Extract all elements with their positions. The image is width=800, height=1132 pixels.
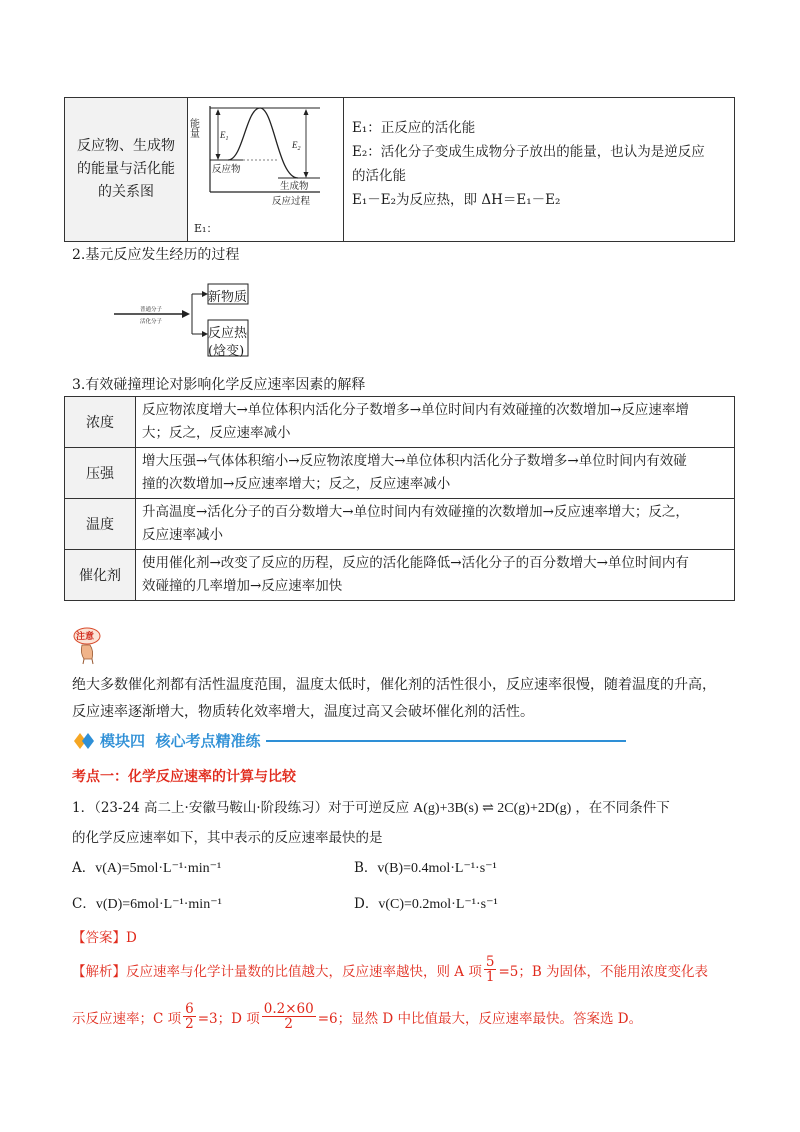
section3-title: 3.有效碰撞理论对影响化学反应速率因素的解释 <box>72 377 366 393</box>
energy-desc-line: E₁－E₂为反应热，即 ΔH＝E₁－E₂ <box>352 192 561 208</box>
energy-desc-line: E₂：活化分子变成生成物分子放出的能量，也认为是逆反应 <box>352 144 705 160</box>
section2-title: 2.基元反应发生经历的过程 <box>72 247 240 263</box>
activated-molecule-label: 活化分子 <box>140 319 163 325</box>
energy-desc-line: 的活化能 <box>352 168 406 184</box>
option-d[interactable]: D．v(C)=0.2mol·L⁻¹·s⁻¹ <box>354 896 498 912</box>
energy-table <box>64 97 735 242</box>
factor-explain-cell: 反应物浓度增大→单位体积内活化分子数增多→单位时间内有效碰撞的次数增加→反应速率增 大；反之，反应速率减小 <box>136 397 735 448</box>
option-b[interactable]: B．v(B)=0.4mol·L⁻¹·s⁻¹ <box>354 860 497 876</box>
note-icon <box>72 627 102 665</box>
option-c[interactable]: C．v(D)=6mol·L⁻¹·min⁻¹ <box>72 896 222 912</box>
factor-cell: 温度 <box>65 499 136 550</box>
question-1-line2: 的化学反应速率如下，其中表示的反应速率最快的是 <box>72 830 383 846</box>
diagram-e1-label: $E_1$ <box>220 130 229 142</box>
factor-explain-cell: 增大压强→气体体积缩小→反应物浓度增大→单位体积内活化分子数增多→单位时间内有效碰 撞的次数增加→反应速率增大；反之，反应速率减小 <box>136 448 735 499</box>
answer-tag: 【答案】 <box>72 930 126 946</box>
diagram-e2-label: $E_2$ <box>292 140 301 152</box>
ordinary-molecule-label: 普通分子 <box>140 307 163 313</box>
diagram-xlabel: 反应过程 <box>272 196 311 207</box>
analysis-line1: 【解析】 反应速率与化学计量数的比值越大，反应速率越快，则 A 项 $\frac{5}{1}$ =5；B 为固体，不能用浓度变化表 <box>72 954 709 985</box>
question-1-line1: 1．（23-24 高二上·安徽马鞍山·阶段练习）对于可逆反应 A(g)+3B(s) ⇌ 2C(g)+2D(g) ，在不同条件下 <box>72 800 670 816</box>
analysis-line2: 示反应速率；C 项 $\frac{6}{2}$ =3；D 项 $\frac{0.2\times 60}{2}$ =6；显然 D 中比值最大，反应速率最快。答案选 D。 <box>72 1001 643 1032</box>
factor-cell: 浓度 <box>65 397 136 448</box>
answer-line <box>72 926 137 946</box>
reaction-equation: A(g)+3B(s) ⇌ 2C(g)+2D(g) <box>413 801 572 816</box>
diagram-reactant-label: 反应物 <box>212 164 241 175</box>
fraction-a: $\frac{5}{1}$ <box>485 954 495 985</box>
module-title: 模块四 核心考点精准练 <box>100 732 261 750</box>
factor-cell: 催化剂 <box>65 550 136 601</box>
option-a[interactable]: A．v(A)=5mol·L⁻¹·min⁻¹ <box>72 860 222 876</box>
reaction-heat-box-1: 反应热 <box>208 326 248 341</box>
diagram-footer: E₁： <box>194 222 218 235</box>
module-rule <box>266 740 626 742</box>
analysis-tag: 【解析】 <box>72 963 126 980</box>
fraction-c: $\frac{6}{2}$ <box>185 1001 194 1032</box>
note-text: 绝大多数催化剂都有活性温度范围，温度太低时，催化剂的活性很小，反应速率很慢，随着温度的升高， 反应速率逐渐增大，物质转化效率增大，温度过高又会破坏催化剂的活性。 <box>72 677 716 720</box>
energy-desc-line: E₁：正反应的活化能 <box>352 120 476 136</box>
answer-value: D <box>126 930 137 946</box>
diamond-icon <box>74 731 96 751</box>
kaodian-title: 考点一：化学反应速率的计算与比较 <box>72 769 296 785</box>
factor-cell: 压强 <box>65 448 136 499</box>
new-substance-box: 新物质 <box>208 290 248 305</box>
energy-diagram-cell <box>188 98 344 242</box>
reaction-heat-box-2: (焓变) <box>208 344 245 359</box>
energy-diagram <box>188 98 343 241</box>
factor-explain-cell: 升高温度→活化分子的百分数增大→单位时间内有效碰撞的次数增加→反应速率增大；反之， 反应速率减小 <box>136 499 735 550</box>
energy-row-label: 反应物、生成物 的能量与活化能 的关系图 <box>65 98 188 242</box>
module-header <box>74 730 634 752</box>
energy-desc-cell <box>344 98 735 242</box>
fraction-d: $\frac{0.2\times 60}{2}$ <box>263 1001 314 1032</box>
note-badge: 注意 <box>76 632 95 642</box>
factor-table <box>64 396 735 601</box>
factor-explain-cell: 使用催化剂→改变了反应的历程，反应的活化能降低→活化分子的百分数增大→单位时间内有 效碰撞的几率增加→反应速率加快 <box>136 550 735 601</box>
diagram-product-label: 生成物 <box>280 181 309 192</box>
diagram-ylabel: 能量 <box>188 118 199 138</box>
